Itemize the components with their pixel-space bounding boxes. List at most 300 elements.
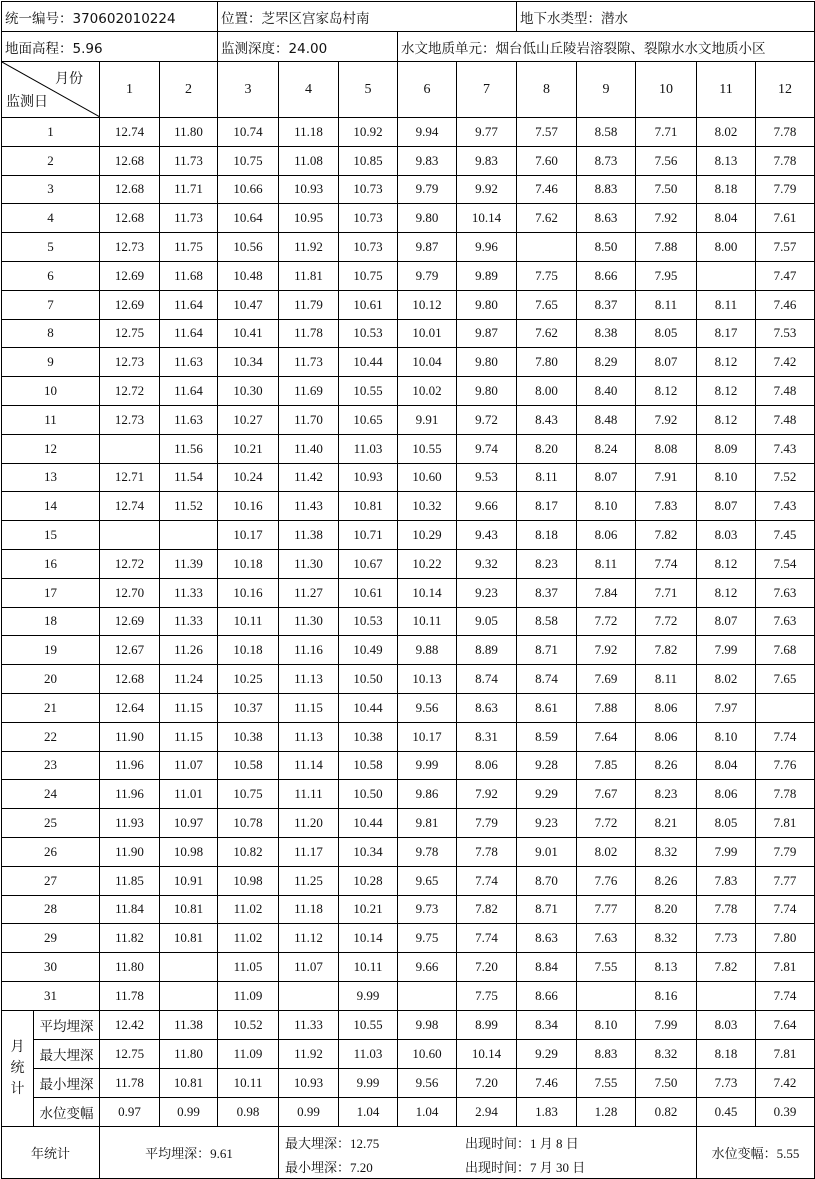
value-cell: 7.80: [756, 924, 815, 953]
value-cell: 10.25: [218, 665, 279, 694]
monthly-stats-label-char: 统: [10, 1060, 25, 1076]
value-cell: 8.31: [457, 722, 517, 751]
stats-value-cell: 7.64: [756, 1010, 815, 1039]
stats-value-cell: 11.92: [279, 1039, 339, 1068]
value-cell: 7.78: [756, 146, 815, 175]
groundwater-type: 地下水类型：潜水: [517, 2, 815, 32]
value-cell: 11.43: [279, 492, 339, 521]
stats-name-cell: 最大埋深: [34, 1039, 100, 1068]
value-cell: 11.02: [218, 924, 279, 953]
value-cell: 9.99: [398, 751, 457, 780]
value-cell: 7.63: [577, 924, 636, 953]
value-cell: 10.81: [339, 492, 398, 521]
table-row: [2, 953, 815, 982]
month-header-cell: 3: [218, 62, 279, 118]
value-cell: [577, 981, 636, 1010]
value-cell: 8.18: [517, 521, 577, 550]
value-cell: 7.78: [756, 780, 815, 809]
value-cell: 7.72: [636, 607, 697, 636]
value-cell: 8.84: [517, 953, 577, 982]
value-cell: 10.11: [398, 607, 457, 636]
value-cell: 9.83: [457, 146, 517, 175]
value-cell: 8.09: [697, 434, 756, 463]
value-cell: 10.58: [339, 751, 398, 780]
month-header-cell: 10: [636, 62, 697, 118]
stats-value-cell: 1.28: [577, 1097, 636, 1126]
value-cell: 7.83: [697, 866, 756, 895]
value-cell: 8.38: [577, 319, 636, 348]
value-cell: 8.06: [457, 751, 517, 780]
groundwater-depth-table: [1, 1, 815, 1179]
ground-elevation: 地面高程：5.96: [2, 32, 218, 62]
value-cell: 11.15: [279, 693, 339, 722]
table-row: [2, 837, 815, 866]
value-cell: 8.06: [636, 722, 697, 751]
value-cell: 8.20: [636, 895, 697, 924]
value-cell: 10.37: [218, 693, 279, 722]
value-cell: 11.03: [339, 434, 398, 463]
annual-max-depth: 最大埋深：12.75: [285, 1135, 380, 1151]
stats-name-cell: 最小埋深: [34, 1068, 100, 1097]
value-cell: 8.08: [636, 434, 697, 463]
month-header-cell: 8: [517, 62, 577, 118]
value-cell: 8.06: [636, 693, 697, 722]
value-cell: 9.53: [457, 463, 517, 492]
value-cell: 9.87: [457, 319, 517, 348]
stats-value-cell: 7.55: [577, 1068, 636, 1097]
value-cell: 11.70: [279, 405, 339, 434]
value-cell: 10.17: [398, 722, 457, 751]
value-cell: 10.30: [218, 377, 279, 406]
annual-max-time: 出现时间：1 月 8 日: [465, 1135, 579, 1151]
value-cell: 7.99: [697, 837, 756, 866]
day-cell: 28: [2, 895, 100, 924]
value-cell: 8.58: [517, 607, 577, 636]
value-cell: 11.30: [279, 607, 339, 636]
stats-row: [2, 1039, 815, 1068]
value-cell: 7.46: [756, 290, 815, 319]
stats-value-cell: 0.99: [279, 1097, 339, 1126]
value-cell: 10.27: [218, 405, 279, 434]
table-row: [2, 722, 815, 751]
value-cell: 7.95: [636, 261, 697, 290]
value-cell: 8.11: [517, 463, 577, 492]
value-cell: 7.69: [577, 665, 636, 694]
value-cell: 10.50: [339, 665, 398, 694]
value-cell: 7.71: [636, 578, 697, 607]
stats-value-cell: 7.99: [636, 1010, 697, 1039]
value-cell: 11.96: [100, 780, 160, 809]
value-cell: 7.52: [756, 463, 815, 492]
value-cell: 10.48: [218, 261, 279, 290]
stats-row: [2, 1068, 815, 1097]
value-cell: 8.04: [697, 751, 756, 780]
value-cell: 11.27: [279, 578, 339, 607]
day-cell: 24: [2, 780, 100, 809]
table-row: [2, 981, 815, 1010]
value-cell: 11.20: [279, 809, 339, 838]
value-cell: 10.93: [339, 463, 398, 492]
value-cell: 10.22: [398, 549, 457, 578]
value-cell: 10.74: [218, 118, 279, 147]
value-cell: 10.34: [218, 348, 279, 377]
value-cell: 9.79: [398, 175, 457, 204]
value-cell: 7.74: [457, 924, 517, 953]
table-row: [2, 261, 815, 290]
stats-value-cell: 11.09: [218, 1039, 279, 1068]
value-cell: 8.32: [636, 837, 697, 866]
value-cell: 10.44: [339, 693, 398, 722]
stats-value-cell: 10.60: [398, 1039, 457, 1068]
stats-value-cell: 11.33: [279, 1010, 339, 1039]
stats-value-cell: 8.03: [697, 1010, 756, 1039]
value-cell: 12.74: [100, 492, 160, 521]
month-header-cell: 2: [160, 62, 218, 118]
value-cell: 10.95: [279, 204, 339, 233]
value-cell: 11.15: [160, 693, 218, 722]
header-row-2: [2, 32, 815, 62]
value-cell: 7.82: [457, 895, 517, 924]
value-cell: 7.99: [697, 636, 756, 665]
month-header-cell: 5: [339, 62, 398, 118]
stats-value-cell: 7.73: [697, 1068, 756, 1097]
value-cell: 11.07: [279, 953, 339, 982]
value-cell: 7.71: [636, 118, 697, 147]
value-cell: 10.18: [218, 636, 279, 665]
value-cell: 7.92: [577, 636, 636, 665]
value-cell: 7.48: [756, 405, 815, 434]
day-cell: 25: [2, 809, 100, 838]
value-cell: 7.64: [577, 722, 636, 751]
value-cell: 7.56: [636, 146, 697, 175]
value-cell: 9.66: [457, 492, 517, 521]
value-cell: 9.99: [339, 981, 398, 1010]
stats-value-cell: 8.83: [577, 1039, 636, 1068]
month-header-cell: 9: [577, 62, 636, 118]
stats-value-cell: 11.78: [100, 1068, 160, 1097]
stats-name-cell: 水位变幅: [34, 1097, 100, 1126]
stats-value-cell: 0.82: [636, 1097, 697, 1126]
value-cell: [100, 521, 160, 550]
value-cell: 10.56: [218, 233, 279, 262]
value-cell: 7.75: [517, 261, 577, 290]
value-cell: 12.67: [100, 636, 160, 665]
value-cell: 11.78: [279, 319, 339, 348]
stats-value-cell: 0.39: [756, 1097, 815, 1126]
value-cell: 7.74: [756, 722, 815, 751]
table-row: [2, 751, 815, 780]
value-cell: 8.10: [697, 722, 756, 751]
value-cell: 10.29: [398, 521, 457, 550]
value-cell: 11.05: [218, 953, 279, 982]
value-cell: 10.73: [339, 175, 398, 204]
value-cell: 8.07: [697, 607, 756, 636]
value-cell: 10.11: [339, 953, 398, 982]
value-cell: 7.88: [636, 233, 697, 262]
value-cell: 11.73: [160, 146, 218, 175]
value-cell: 9.80: [398, 204, 457, 233]
value-cell: 10.24: [218, 463, 279, 492]
value-cell: 7.78: [457, 837, 517, 866]
value-cell: 9.87: [398, 233, 457, 262]
value-cell: 10.41: [218, 319, 279, 348]
value-cell: 7.74: [756, 981, 815, 1010]
value-cell: 10.44: [339, 348, 398, 377]
value-cell: 9.56: [398, 693, 457, 722]
value-cell: 11.73: [160, 204, 218, 233]
value-cell: 8.23: [517, 549, 577, 578]
annual-max-line: [285, 1133, 579, 1152]
value-cell: 8.37: [577, 290, 636, 319]
value-cell: 10.75: [218, 146, 279, 175]
annual-stats-label: 年统计: [2, 1126, 100, 1178]
value-cell: 11.18: [279, 118, 339, 147]
table-row: [2, 693, 815, 722]
value-cell: 10.14: [398, 578, 457, 607]
day-cell: 21: [2, 693, 100, 722]
value-cell: 7.42: [756, 348, 815, 377]
stats-name-cell: 平均埋深: [34, 1010, 100, 1039]
value-cell: 8.04: [697, 204, 756, 233]
value-cell: 9.28: [517, 751, 577, 780]
table-row: [2, 665, 815, 694]
value-cell: 8.13: [697, 146, 756, 175]
value-cell: 7.74: [457, 866, 517, 895]
day-cell: 9: [2, 348, 100, 377]
table-row: [2, 578, 815, 607]
table-row: [2, 636, 815, 665]
value-cell: 8.61: [517, 693, 577, 722]
value-cell: [517, 233, 577, 262]
value-cell: 8.20: [517, 434, 577, 463]
day-cell: 7: [2, 290, 100, 319]
value-cell: 8.00: [697, 233, 756, 262]
value-cell: 7.60: [517, 146, 577, 175]
table-row: [2, 405, 815, 434]
value-cell: 11.09: [218, 981, 279, 1010]
station-id: 统一编号：370602010224: [2, 2, 218, 32]
value-cell: 8.26: [636, 866, 697, 895]
value-cell: 11.33: [160, 607, 218, 636]
value-cell: 7.77: [577, 895, 636, 924]
table-row: [2, 434, 815, 463]
value-cell: 8.12: [697, 348, 756, 377]
month-header-cell: 7: [457, 62, 517, 118]
value-cell: [697, 981, 756, 1010]
value-cell: 11.71: [160, 175, 218, 204]
value-cell: 7.43: [756, 492, 815, 521]
stats-value-cell: 0.97: [100, 1097, 160, 1126]
value-cell: 11.68: [160, 261, 218, 290]
day-cell: 17: [2, 578, 100, 607]
value-cell: 8.10: [577, 492, 636, 521]
value-cell: 10.58: [218, 751, 279, 780]
value-cell: 11.93: [100, 809, 160, 838]
value-cell: 11.64: [160, 319, 218, 348]
value-cell: 7.78: [697, 895, 756, 924]
value-cell: 9.43: [457, 521, 517, 550]
day-cell: 4: [2, 204, 100, 233]
value-cell: 11.02: [218, 895, 279, 924]
value-cell: 9.94: [398, 118, 457, 147]
value-cell: 8.70: [517, 866, 577, 895]
value-cell: 7.79: [756, 837, 815, 866]
value-cell: 9.92: [457, 175, 517, 204]
value-cell: 8.17: [697, 319, 756, 348]
groundwater-table-sheet: [1, 1, 814, 1179]
stats-value-cell: 9.99: [339, 1068, 398, 1097]
value-cell: 11.08: [279, 146, 339, 175]
value-cell: 8.73: [577, 146, 636, 175]
value-cell: 11.14: [279, 751, 339, 780]
value-cell: 7.54: [756, 549, 815, 578]
value-cell: 9.80: [457, 348, 517, 377]
value-cell: 11.25: [279, 866, 339, 895]
value-cell: 10.60: [398, 463, 457, 492]
table-row: [2, 866, 815, 895]
hydro-unit: 水文地质单元：烟台低山丘陵岩溶裂隙、裂隙水水文地质小区: [398, 32, 815, 62]
value-cell: 10.55: [339, 377, 398, 406]
corner-diagonal-cell: [2, 62, 100, 118]
value-cell: 8.63: [577, 204, 636, 233]
value-cell: 8.13: [636, 953, 697, 982]
value-cell: 9.23: [517, 809, 577, 838]
stats-value-cell: 0.98: [218, 1097, 279, 1126]
value-cell: 10.85: [339, 146, 398, 175]
value-cell: 7.82: [697, 953, 756, 982]
stats-row: [2, 1010, 815, 1039]
stats-value-cell: 0.45: [697, 1097, 756, 1126]
value-cell: 7.97: [697, 693, 756, 722]
value-cell: 7.92: [457, 780, 517, 809]
value-cell: 10.61: [339, 578, 398, 607]
value-cell: 7.50: [636, 175, 697, 204]
value-cell: 11.39: [160, 549, 218, 578]
table-row: [2, 607, 815, 636]
table-row: [2, 780, 815, 809]
table-row: [2, 924, 815, 953]
value-cell: 7.20: [457, 953, 517, 982]
value-cell: 9.77: [457, 118, 517, 147]
header-row-1: [2, 2, 815, 32]
stats-value-cell: 7.81: [756, 1039, 815, 1068]
value-cell: 10.28: [339, 866, 398, 895]
value-cell: 9.78: [398, 837, 457, 866]
value-cell: 8.26: [636, 751, 697, 780]
value-cell: 11.16: [279, 636, 339, 665]
value-cell: 8.63: [517, 924, 577, 953]
value-cell: 9.65: [398, 866, 457, 895]
value-cell: 10.78: [218, 809, 279, 838]
annual-stats-row: [2, 1126, 815, 1178]
value-cell: 8.12: [697, 377, 756, 406]
table-row: [2, 290, 815, 319]
day-cell: 1: [2, 118, 100, 147]
value-cell: 7.81: [756, 809, 815, 838]
value-cell: 11.64: [160, 290, 218, 319]
value-cell: 10.92: [339, 118, 398, 147]
value-cell: 9.32: [457, 549, 517, 578]
month-header-cell: 4: [279, 62, 339, 118]
annual-min-depth: 最小埋深：7.20: [285, 1159, 373, 1175]
value-cell: 8.11: [577, 549, 636, 578]
value-cell: 7.57: [517, 118, 577, 147]
value-cell: 12.68: [100, 146, 160, 175]
value-cell: 7.61: [756, 204, 815, 233]
stats-value-cell: 7.20: [457, 1068, 517, 1097]
monthly-stats-label: [2, 1010, 34, 1126]
value-cell: 8.12: [636, 377, 697, 406]
value-cell: 9.81: [398, 809, 457, 838]
value-cell: [100, 434, 160, 463]
value-cell: 8.18: [697, 175, 756, 204]
value-cell: 11.81: [279, 261, 339, 290]
value-cell: 10.14: [457, 204, 517, 233]
value-cell: 7.79: [756, 175, 815, 204]
stats-value-cell: 12.42: [100, 1010, 160, 1039]
stats-value-cell: 8.10: [577, 1010, 636, 1039]
table-row: [2, 895, 815, 924]
value-cell: 9.86: [398, 780, 457, 809]
value-cell: 9.23: [457, 578, 517, 607]
value-cell: 7.75: [457, 981, 517, 1010]
value-cell: 9.05: [457, 607, 517, 636]
value-cell: 10.21: [339, 895, 398, 924]
value-cell: 10.66: [218, 175, 279, 204]
value-cell: 8.12: [697, 405, 756, 434]
value-cell: 12.73: [100, 233, 160, 262]
value-cell: 12.74: [100, 118, 160, 147]
value-cell: 9.80: [457, 290, 517, 319]
value-cell: 10.04: [398, 348, 457, 377]
value-cell: 10.73: [339, 233, 398, 262]
value-cell: 11.24: [160, 665, 218, 694]
value-cell: [279, 981, 339, 1010]
value-cell: 11.12: [279, 924, 339, 953]
day-cell: 14: [2, 492, 100, 521]
value-cell: 8.06: [577, 521, 636, 550]
value-cell: 8.03: [697, 521, 756, 550]
value-cell: 10.49: [339, 636, 398, 665]
annual-extremes-cell: [279, 1126, 697, 1178]
value-cell: 12.75: [100, 319, 160, 348]
value-cell: 10.21: [218, 434, 279, 463]
table-row: [2, 204, 815, 233]
value-cell: 8.17: [517, 492, 577, 521]
stats-value-cell: 8.18: [697, 1039, 756, 1068]
value-cell: 11.90: [100, 837, 160, 866]
value-cell: 7.82: [636, 636, 697, 665]
day-cell: 8: [2, 319, 100, 348]
value-cell: 8.02: [577, 837, 636, 866]
table-row: [2, 348, 815, 377]
value-cell: 8.50: [577, 233, 636, 262]
value-cell: 8.24: [577, 434, 636, 463]
value-cell: 10.82: [218, 837, 279, 866]
stats-value-cell: 10.93: [279, 1068, 339, 1097]
value-cell: 11.54: [160, 463, 218, 492]
value-cell: 10.53: [339, 319, 398, 348]
value-cell: 7.73: [697, 924, 756, 953]
value-cell: 10.65: [339, 405, 398, 434]
stats-value-cell: 2.94: [457, 1097, 517, 1126]
value-cell: 7.78: [756, 118, 815, 147]
day-cell: 6: [2, 261, 100, 290]
value-cell: [398, 981, 457, 1010]
stats-value-cell: 7.46: [517, 1068, 577, 1097]
value-cell: 10.55: [398, 434, 457, 463]
value-cell: 7.76: [756, 751, 815, 780]
